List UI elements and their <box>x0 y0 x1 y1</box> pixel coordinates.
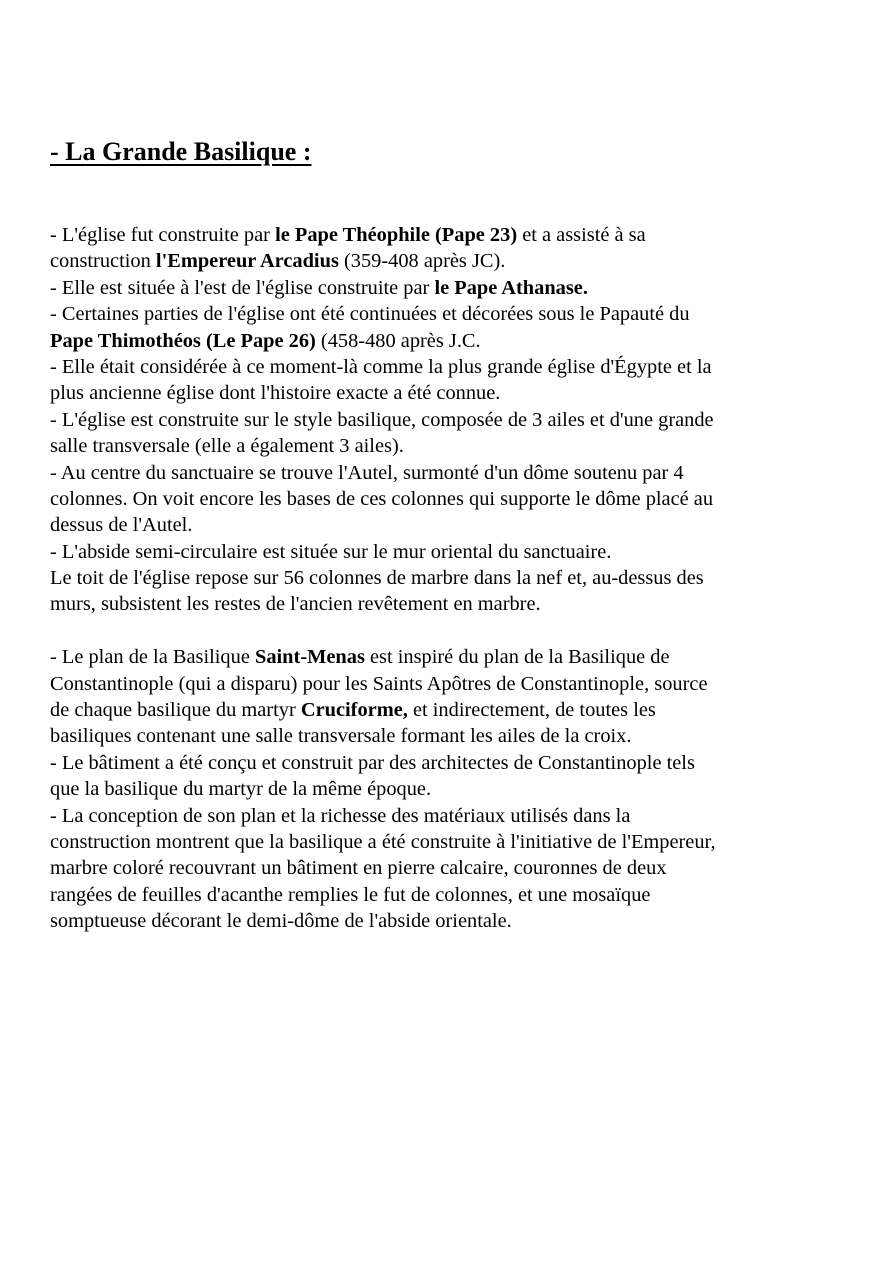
text-line <box>50 803 850 829</box>
text-line <box>50 328 850 354</box>
text-run: somptueuse décorant le demi-dôme de l'abside orientale. <box>50 910 512 933</box>
bold-text-run: Saint-Menas <box>254 646 365 669</box>
text-line <box>50 908 850 934</box>
text-run: (458-480 après J.C. <box>315 329 481 352</box>
text-run: et a assisté à sa <box>517 224 646 246</box>
bold-text-run: Pape Thimothéos (Le Pape 26) <box>50 329 316 352</box>
text-run: Le toit de l'église repose sur 56 colonnes de marbre dans la nef et, au-dessus des <box>50 567 704 590</box>
text-run: - Elle est située à l'est de l'église construite par <box>50 276 435 299</box>
text-run: (359-408 après JC). <box>338 250 506 273</box>
text-line <box>50 776 850 802</box>
text-run: - L'église est construite sur le style basilique, composée de 3 ailes et d'une grande <box>50 408 714 431</box>
text-run: de chaque basilique du martyr <box>50 699 301 722</box>
text-run: colonnes. On voit encore les bases de ces colonnes qui supporte le dôme placé au <box>50 487 714 510</box>
text-run: marbre coloré recouvrant un bâtiment en pierre calcaire, couronnes de deux <box>50 857 667 880</box>
text-run: - L'abside semi-circulaire est située sur le mur oriental du sanctuaire. <box>50 540 612 563</box>
page-title: - La Grande Basilique : <box>50 137 312 166</box>
text-run: - Le bâtiment a été conçu et construit par des architectes de Constantinople tels <box>50 751 695 774</box>
bold-text-run: le Pape Athanase. <box>434 276 588 299</box>
text-line <box>50 591 850 617</box>
text-run: murs, subsistent les restes de l'ancien revêtement en marbre. <box>50 593 541 616</box>
paragraph <box>50 222 850 618</box>
text-line <box>50 723 850 749</box>
text-line <box>50 829 850 855</box>
text-line <box>50 486 850 512</box>
text-run: dessus de l'Autel. <box>50 514 193 537</box>
text-line <box>50 222 850 248</box>
text-run: construction montrent que la basilique a été construite à l'initiative de l'Empereur, <box>50 830 716 853</box>
text-run: Constantinople (qui a disparu) pour les Saints Apôtres de Constantinople, source <box>50 672 708 695</box>
text-run: que la basilique du martyr de la même époque. <box>50 778 432 801</box>
document-body <box>50 222 850 935</box>
text-run: - Le plan de la Basilique <box>50 646 255 669</box>
text-run: salle transversale (elle a également 3 ailes). <box>50 435 404 458</box>
paragraph-gap <box>50 618 850 644</box>
text-run: est inspiré du plan de la Basilique de <box>364 646 670 669</box>
text-run: - L'église fut construite par <box>50 224 276 246</box>
text-run: - Certaines parties de l'église ont été continuées et décorées sous le Papauté du <box>50 303 690 326</box>
text-line <box>50 407 850 433</box>
bold-text-run: l'Empereur Arcadius <box>155 250 339 273</box>
text-line <box>50 671 850 697</box>
text-line <box>50 539 850 565</box>
text-run: et indirectement, de toutes les <box>407 699 656 722</box>
text-run: plus ancienne église dont l'histoire exacte a été connue. <box>50 382 501 405</box>
text-line <box>50 248 850 274</box>
text-line <box>50 855 850 881</box>
text-line <box>50 460 850 486</box>
text-line <box>50 697 850 723</box>
text-line <box>50 644 850 670</box>
text-line <box>50 354 850 380</box>
text-run: - Elle était considérée à ce moment-là comme la plus grande église d'Égypte et la <box>50 355 712 378</box>
text-line <box>50 565 850 591</box>
text-run: basiliques contenant une salle transversale formant les ailes de la croix. <box>50 725 632 748</box>
paragraph <box>50 644 850 934</box>
bold-text-run: le Pape Théophile (Pape 23) <box>275 224 518 246</box>
text-line <box>50 882 850 908</box>
text-line <box>50 750 850 776</box>
text-line <box>50 433 850 459</box>
text-run: - Au centre du sanctuaire se trouve l'Autel, surmonté d'un dôme soutenu par 4 <box>50 461 684 484</box>
text-line <box>50 380 850 406</box>
text-run: - La conception de son plan et la richesse des matériaux utilisés dans la <box>50 804 631 827</box>
text-line <box>50 275 850 301</box>
bold-text-run: Cruciforme, <box>300 699 408 722</box>
text-line <box>50 301 850 327</box>
text-run: rangées de feuilles d'acanthe remplies le fut de colonnes, et une mosaïque <box>50 883 651 906</box>
text-run: construction <box>50 250 156 273</box>
text-line <box>50 512 850 538</box>
